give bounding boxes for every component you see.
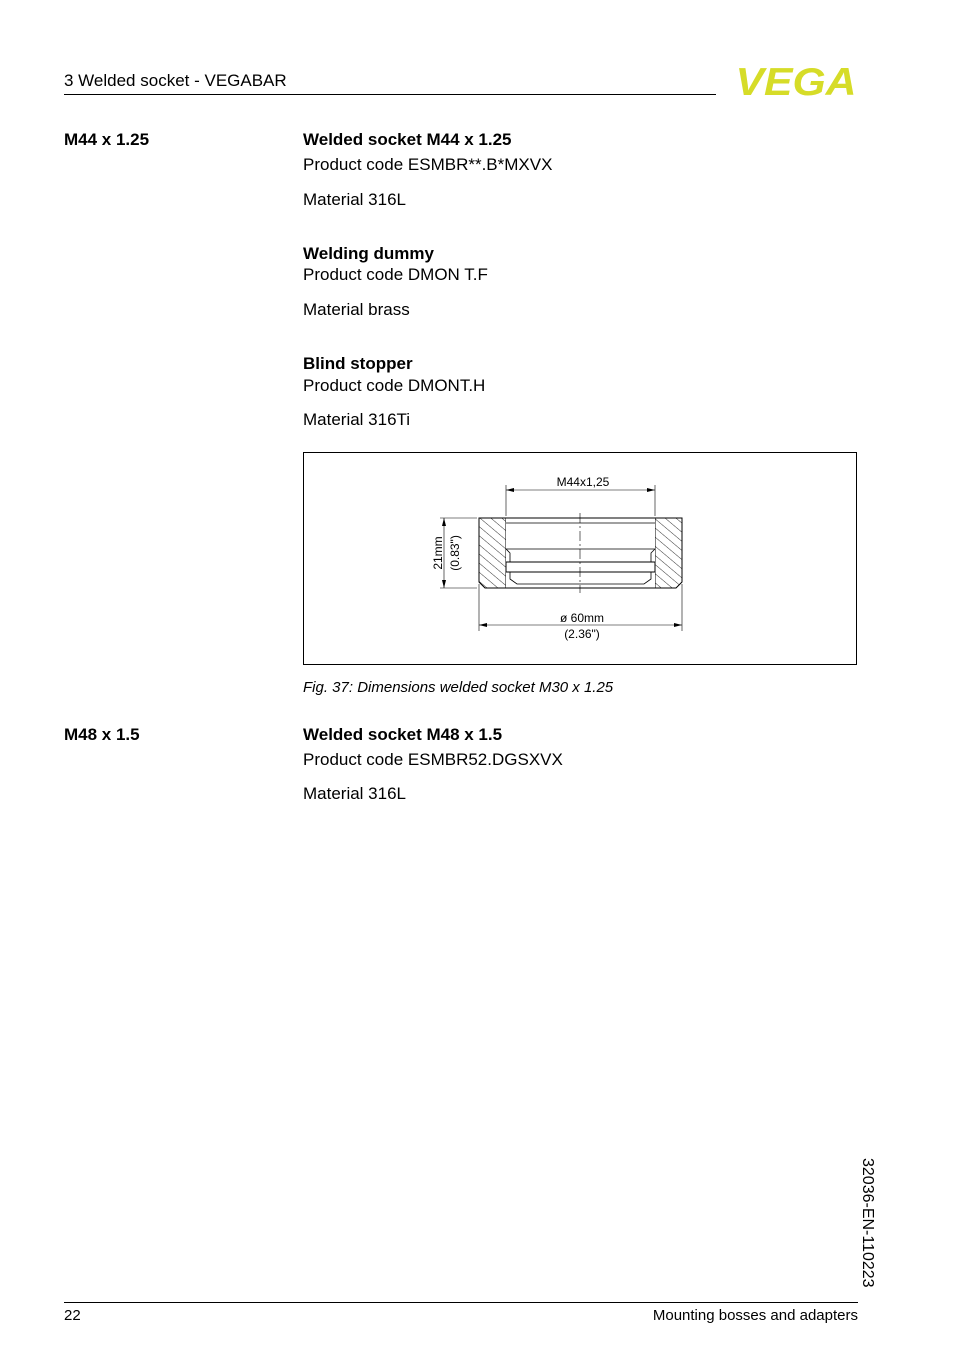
figure-box bbox=[303, 452, 857, 665]
vega-logo bbox=[735, 64, 858, 98]
socket-drawing bbox=[304, 453, 856, 664]
diameter-in-label: (2.36") bbox=[564, 627, 600, 641]
dummy-title: Welding dummy bbox=[303, 244, 434, 263]
stopper-code: Product code DMONT.H bbox=[303, 376, 486, 395]
m44-socket-material: Material 316L bbox=[303, 190, 407, 209]
header-rule bbox=[64, 94, 716, 95]
figure-caption: Fig. 37: Dimensions welded socket M30 x 1.25 bbox=[303, 679, 614, 696]
height-mm-label: 21mm bbox=[431, 536, 445, 570]
side-label-m44: M44 x 1.25 bbox=[64, 130, 150, 149]
side-label-m48: M48 x 1.5 bbox=[64, 725, 140, 744]
footer-section-title: Mounting bosses and adapters bbox=[652, 1307, 858, 1324]
dummy-material: Material brass bbox=[303, 300, 410, 319]
m48-socket-material: Material 316L bbox=[303, 784, 407, 803]
m44-socket-title: Welded socket M44 x 1.25 bbox=[303, 130, 512, 149]
vega-logo-text: VEGA bbox=[735, 64, 857, 98]
right-wall bbox=[655, 518, 682, 588]
stopper-title: Blind stopper bbox=[303, 354, 413, 373]
document-number: 32036-EN-110223 bbox=[859, 1158, 876, 1288]
m48-socket-title: Welded socket M48 x 1.5 bbox=[303, 725, 503, 744]
height-in-label: (0.83") bbox=[448, 535, 462, 571]
thread-label: M44x1,25 bbox=[556, 475, 610, 489]
dummy-code: Product code DMON T.F bbox=[303, 265, 488, 284]
stopper-material: Material 316Ti bbox=[303, 410, 411, 429]
page-number: 22 bbox=[64, 1307, 81, 1324]
footer-rule bbox=[64, 1302, 858, 1303]
m44-socket-code: Product code ESMBR**.B*MXVX bbox=[303, 155, 553, 174]
left-wall bbox=[479, 518, 506, 588]
diameter-mm-label: ø 60mm bbox=[559, 611, 605, 625]
header-chapter: 3 Welded socket - VEGABAR bbox=[64, 71, 287, 90]
m48-socket-code: Product code ESMBR52.DGSXVX bbox=[303, 750, 563, 769]
